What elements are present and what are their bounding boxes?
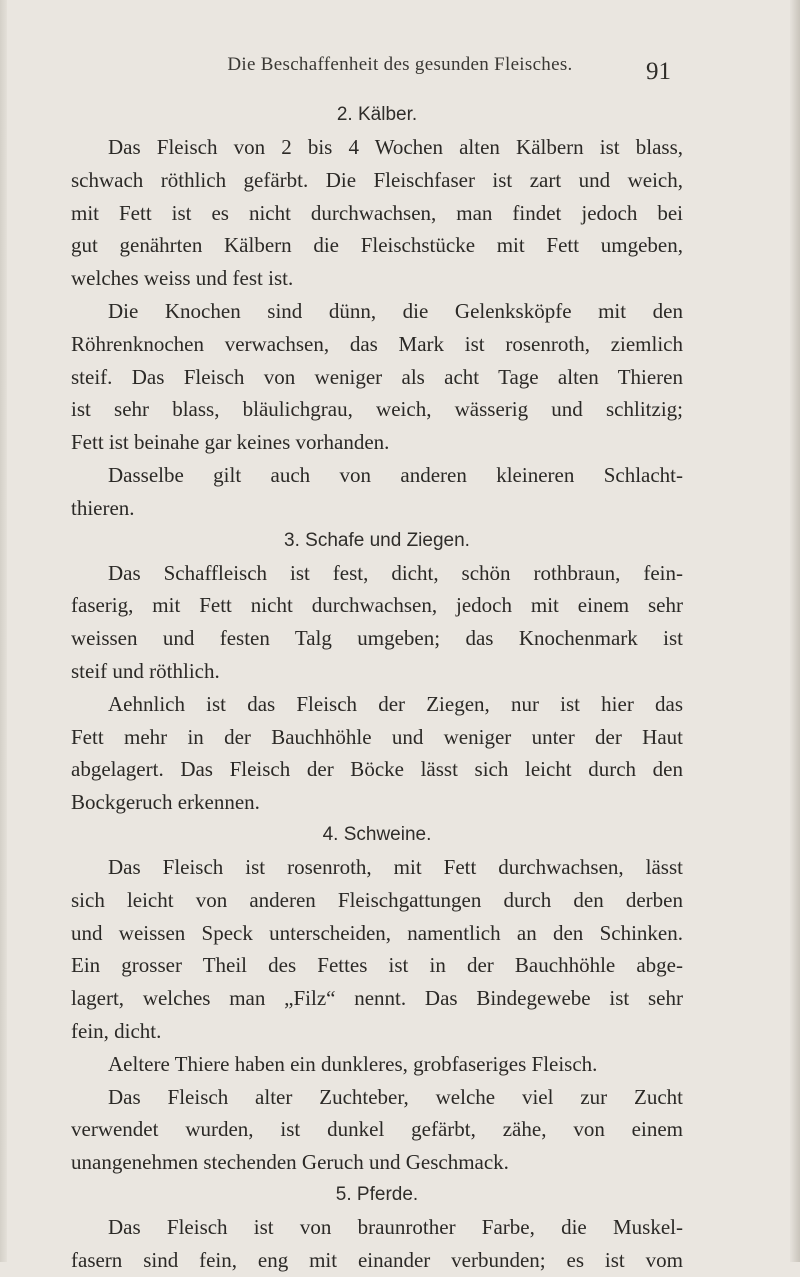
text-line: Das Schaffleisch ist fest, dicht, schön rothbraun, fein-	[108, 560, 683, 585]
page-left-edge	[0, 0, 7, 1262]
text-line: welches weiss und fest ist.	[71, 266, 294, 291]
section-heading: 3. Schafe und Ziegen.	[284, 529, 470, 551]
text-line: fein, dicht.	[71, 1018, 162, 1043]
text-line: schwach röthlich gefärbt. Die Fleischfaser ist zart und weich,	[71, 167, 683, 192]
text-line: gut genährten Kälbern die Fleischstücke mit Fett umgeben,	[71, 233, 683, 258]
text-line: Aeltere Thiere haben ein dunkleres, grobfaseriges Fleisch.	[108, 1051, 598, 1076]
text-line: weissen und festen Talg umgeben; das Knochenmark ist	[71, 626, 683, 651]
page-body	[71, 99, 683, 1277]
text-line: unangenehmen stechenden Geruch und Geschmack.	[71, 1150, 509, 1175]
section-heading: 2. Kälber.	[336, 104, 418, 125]
text-line: mit Fett ist es nicht durchwachsen, man findet jedoch bei	[71, 200, 683, 225]
page-right-edge	[790, 0, 800, 1262]
text-line: Ein grosser Theil des Fettes ist in der Bauchhöhle abge-	[71, 953, 683, 978]
text-line: steif und röthlich.	[71, 658, 220, 683]
text-line: Das Fleisch von 2 bis 4 Wochen alten Kälbern ist blass,	[108, 135, 683, 159]
text-line: Das Fleisch alter Zuchteber, welche viel zur Zucht	[108, 1084, 683, 1109]
text-line: und weissen Speck unterscheiden, namentlich an den Schinken.	[71, 920, 683, 945]
text-line: Fett ist beinahe gar keines vorhanden.	[71, 430, 390, 455]
text-line: abgelagert. Das Fleisch der Böcke lässt sich leicht durch den	[71, 757, 683, 782]
text-line: ist sehr blass, bläulichgrau, weich, wässerig und schlitzig;	[71, 397, 683, 422]
text-line: verwendet wurden, ist dunkel gefärbt, zähe, von einem	[71, 1117, 683, 1142]
text-line: Dasselbe gilt auch von anderen kleineren Schlacht-	[108, 462, 683, 487]
text-line: sich leicht von anderen Fleischgattungen durch den derben	[71, 887, 683, 912]
page-number: 91	[646, 58, 671, 85]
text-line: fasern sind fein, eng mit einander verbunden; es ist vom	[71, 1247, 683, 1272]
text-line: Das Fleisch ist von braunrother Farbe, die Muskel-	[108, 1214, 683, 1239]
text-line: Bockgeruch erkennen.	[71, 790, 260, 815]
running-header: Die Beschaffenheit des gesunden Fleisches.	[227, 54, 573, 75]
text-line: thieren.	[71, 495, 135, 520]
text-line: Fett mehr in der Bauchhöhle und weniger unter der Haut	[71, 724, 683, 749]
text-line: lagert, welches man „Filz“ nennt. Das Bindegewebe ist sehr	[71, 986, 683, 1011]
section-heading: 4. Schweine.	[322, 823, 432, 845]
text-line: Das Fleisch ist rosenroth, mit Fett durchwachsen, lässt	[108, 854, 683, 879]
section-heading: 5. Pferde.	[335, 1183, 419, 1205]
text-line: steif. Das Fleisch von weniger als acht Tage alten Thieren	[71, 364, 683, 389]
text-line: Die Knochen sind dünn, die Gelenksköpfe mit den	[108, 298, 683, 323]
text-line: faserig, mit Fett nicht durchwachsen, jedoch mit einem sehr	[71, 593, 683, 618]
text-line: Aehnlich ist das Fleisch der Ziegen, nur ist hier das	[108, 691, 683, 716]
text-line: Röhrenknochen verwachsen, das Mark ist rosenroth, ziemlich	[71, 331, 683, 356]
